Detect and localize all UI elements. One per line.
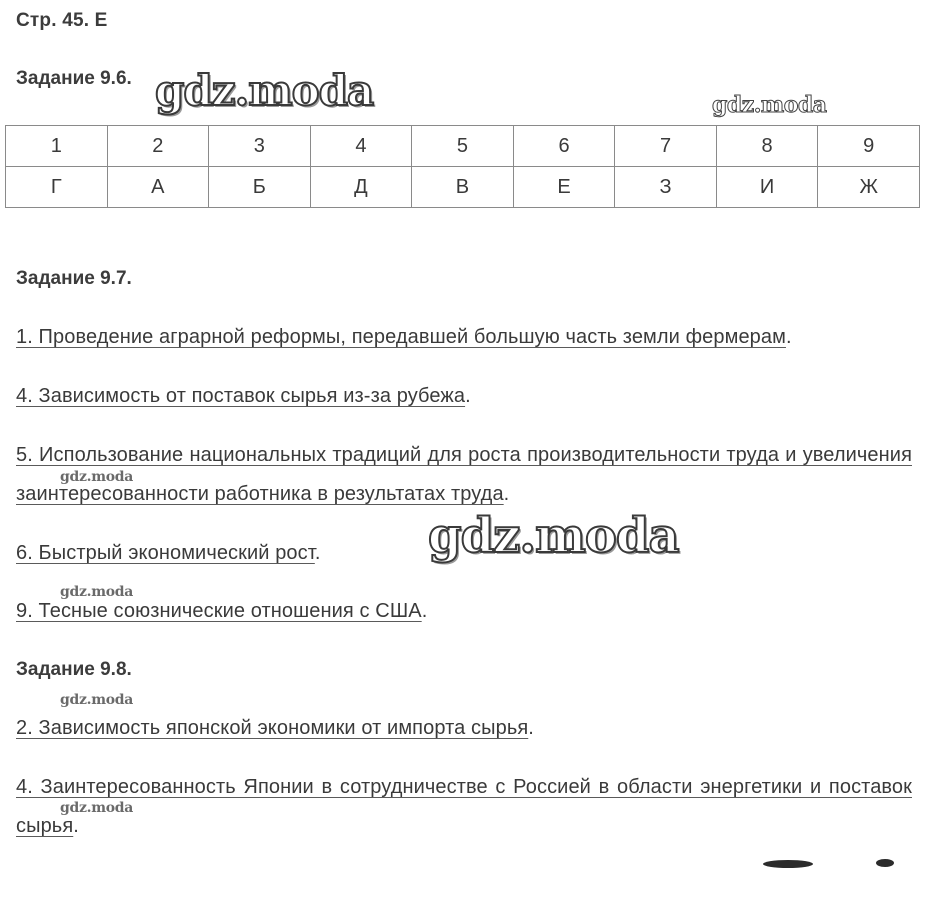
- table-cell: 5: [412, 126, 514, 167]
- table-cell: Ж: [818, 167, 920, 208]
- watermark-small-4: gdz.moda: [60, 800, 134, 816]
- ink-blot: [876, 859, 894, 867]
- answer-text: 2. Зависимость японской экономики от импорта сырья: [16, 717, 529, 739]
- table-cell: Е: [513, 167, 615, 208]
- table-cell: А: [107, 167, 209, 208]
- watermark-large-1: gdz.moda: [155, 66, 374, 115]
- watermark-large-2: gdz.moda: [428, 508, 679, 564]
- table-cell: В: [412, 167, 514, 208]
- answer-text: 5. Использование национальных традиций для роста производительности труда и увеличения заинтересованности работника в результатах труда: [16, 444, 912, 505]
- answer-text: 4. Заинтересованность Японии в сотрудничестве с Россией в области энергетики и поставок сырья: [16, 776, 912, 837]
- table-row-numbers: [6, 126, 920, 167]
- table-cell: 1: [6, 126, 108, 167]
- table-cell: З: [615, 167, 717, 208]
- answer-text: 1. Проведение аграрной реформы, передавшей большую часть земли фермерам: [16, 326, 786, 348]
- table-cell: 6: [513, 126, 615, 167]
- answer-item: 1. Проведение аграрной реформы, передавшей большую часть земли фермерам.: [16, 326, 792, 348]
- table-cell: Д: [310, 167, 412, 208]
- table-cell: Г: [6, 167, 108, 208]
- table-cell: Б: [209, 167, 311, 208]
- answer-text: 6. Быстрый экономический рост: [16, 542, 315, 564]
- table-cell: 3: [209, 126, 311, 167]
- answer-item: 4. Зависимость от поставок сырья из-за рубежа.: [16, 385, 471, 407]
- page-header: Стр. 45. Е: [16, 10, 108, 31]
- answer-item: 4. Заинтересованность Японии в сотрудничестве с Россией в области энергетики и поставок сырья.: [16, 776, 912, 837]
- answer-item: 2. Зависимость японской экономики от импорта сырья.: [16, 717, 534, 739]
- answer-item: 6. Быстрый экономический рост.: [16, 542, 321, 564]
- ink-blot: [763, 860, 813, 868]
- watermark-small-2: gdz.moda: [60, 584, 134, 600]
- table-cell: И: [716, 167, 818, 208]
- answer-item: 9. Тесные союзнические отношения с США.: [16, 600, 428, 622]
- task-9-8-title: Задание 9.8.: [16, 659, 132, 680]
- watermark-medium-1: gdz.moda: [712, 92, 827, 118]
- task-9-6-title: Задание 9.6.: [16, 68, 132, 89]
- answer-text: 9. Тесные союзнические отношения с США: [16, 600, 422, 622]
- table-cell: 2: [107, 126, 209, 167]
- table-cell: 7: [615, 126, 717, 167]
- table-cell: 9: [818, 126, 920, 167]
- table-row-letters: [6, 167, 920, 208]
- answer-item: 5. Использование национальных традиций для роста производительности труда и увеличения заинтересованности работника в результатах труда.: [16, 444, 912, 505]
- task-9-7-title: Задание 9.7.: [16, 268, 132, 289]
- table-cell: 8: [716, 126, 818, 167]
- watermark-small-3: gdz.moda: [60, 692, 134, 708]
- answer-text: 4. Зависимость от поставок сырья из-за рубежа: [16, 385, 466, 407]
- table-cell: 4: [310, 126, 412, 167]
- watermark-small-1: gdz.moda: [60, 469, 134, 485]
- answer-table: [5, 125, 920, 208]
